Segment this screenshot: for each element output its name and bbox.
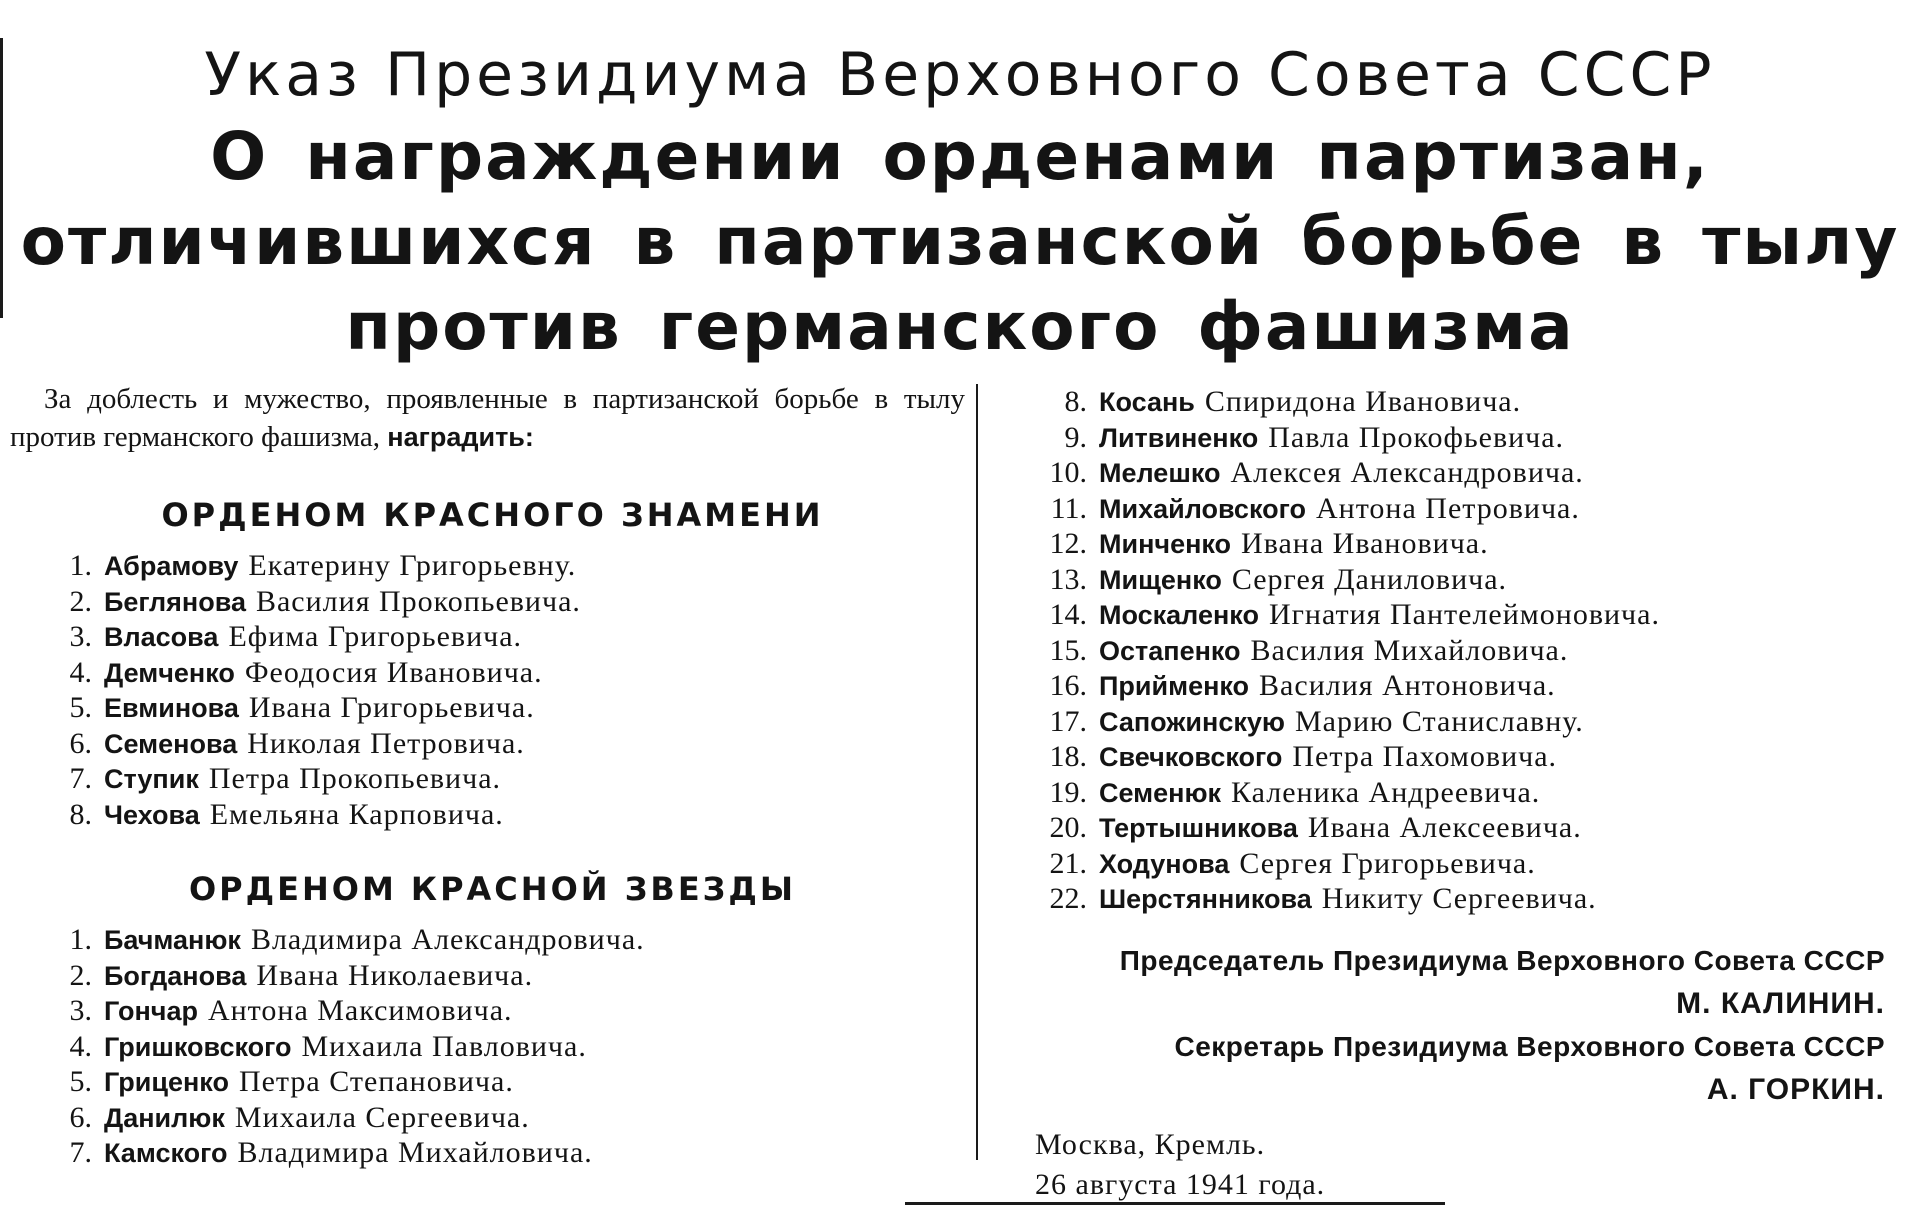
recipient-item [0,726,965,762]
recipient-item [1035,491,1885,527]
chairman-name: М. КАЛИНИН. [1676,986,1885,1020]
recipient-item [1035,881,1885,917]
recipient-number: 11. [1050,491,1087,525]
recipient-given-names: Владимира Александровича. [250,923,645,956]
recipient-item [0,655,965,691]
recipient-given-names: Никиту Сергеевича. [1321,882,1597,915]
recipient-item [0,690,965,726]
recipient-item [1035,775,1885,811]
recipient-given-names: Сергея Григорьевича. [1239,846,1536,880]
recipient-item [1035,420,1885,456]
recipient-number: 22. [1049,882,1087,915]
recipient-item [1035,739,1885,775]
intro-paragraph [0,380,965,456]
recipient-item [0,797,965,833]
recipient-given-names: Феодосия Ивановича. [244,655,543,689]
recipient-item [0,619,965,655]
recipient-surname: Остапенко [1099,635,1241,666]
recipient-item [0,958,965,994]
recipient-item [0,922,965,958]
recipient-surname: Михайловского [1099,493,1306,524]
recipient-surname: Богданова [104,960,247,991]
recipient-given-names: Николая Петровича. [247,726,525,760]
red-star-list-part-1 [0,922,965,1171]
recipient-given-names: Екатерину Григорьевну. [248,549,577,582]
recipient-surname: Власова [104,622,219,652]
recipient-given-names: Ивана Ивановича. [1241,527,1489,560]
recipient-number: 17. [1049,704,1087,738]
recipient-number: 14. [1049,598,1087,631]
recipient-number: 5. [69,691,92,724]
recipient-item [1035,526,1885,562]
recipient-given-names: Ивана Алексеевича. [1307,811,1582,844]
chairman-title: Председатель Президиума Верховного Совета СССР [1119,944,1885,976]
recipient-surname: Тертышникова [1099,813,1298,843]
recipient-number: 3. [69,994,92,1027]
recipient-item [0,1100,965,1136]
order-red-banner-heading: ОРДЕНОМ КРАСНОГО ЗНАМЕНИ [161,496,824,534]
recipient-given-names: Петра Прокопьевича. [208,762,502,795]
recipient-number: 5. [69,1065,92,1098]
recipient-given-names: Каленика Андреевича. [1231,775,1541,809]
recipient-surname: Демченко [104,657,235,688]
right-column [1035,384,1885,1205]
recipient-surname: Ходунова [1099,848,1230,879]
recipient-item [0,1029,965,1065]
recipient-surname: Москаленко [1099,600,1259,630]
recipient-surname: Минченко [1099,529,1232,559]
recipient-item [0,1135,965,1171]
recipient-given-names: Владимира Михайловича. [237,1136,593,1169]
date: 26 августа 1941 года. [1035,1167,1326,1201]
recipient-given-names: Спиридона Ивановича. [1204,385,1522,418]
recipient-item [0,1064,965,1100]
title-line-3: против германского фашизма [345,288,1575,365]
recipient-given-names: Алексея Александровича. [1230,456,1584,489]
recipient-given-names: Павла Прокофьевича. [1268,420,1565,454]
red-banner-list [0,548,965,832]
recipient-surname: Чехова [104,799,200,830]
recipient-given-names: Василия Прокопьевича. [255,584,581,618]
recipient-item [1035,384,1885,420]
recipient-given-names: Ефима Григорьевича. [228,620,523,653]
recipient-given-names: Петра Пахомовича. [1292,740,1558,773]
recipient-number: 6. [69,726,92,760]
recipient-surname: Мелешко [1099,458,1221,488]
recipient-item [1035,704,1885,740]
recipient-surname: Прийменко [1099,671,1250,701]
intro-text: За доблесть и мужество, проявленные в партизанской борьбе в тылу против германского фашизма, [10,383,965,453]
recipient-given-names: Ивана Григорьевича. [248,691,535,724]
recipient-given-names: Михаила Сергеевича. [234,1100,530,1134]
recipient-surname: Косань [1099,387,1195,417]
recipient-number: 1. [69,923,92,956]
recipient-surname: Гришковского [104,1031,292,1062]
recipient-surname: Сапожинскую [1099,706,1285,737]
order-red-star-heading: ОРДЕНОМ КРАСНОЙ ЗВЕЗДЫ [188,870,797,908]
recipient-item [1035,455,1885,491]
recipient-item [1035,668,1885,704]
recipient-number: 3. [69,620,92,653]
recipient-surname: Ступик [104,764,199,794]
recipient-given-names: Игнатия Пантелеймоновича. [1268,598,1660,631]
recipient-given-names: Василия Михайловича. [1250,633,1569,667]
recipient-number: 18. [1049,740,1087,773]
secretary-name: А. ГОРКИН. [1706,1072,1885,1106]
recipient-number: 12. [1049,527,1087,560]
recipient-number: 4. [69,655,92,689]
recipient-number: 8. [1064,385,1087,418]
recipient-item [1035,633,1885,669]
recipient-number: 1. [69,549,92,582]
recipient-surname: Бачманюк [104,925,241,955]
recipient-item [0,548,965,584]
title-line-2: отличившихся в партизанской борьбе в тылу [20,203,1900,280]
recipient-given-names: Василия Антоновича. [1259,669,1556,702]
recipient-given-names: Антона Максимовича. [207,994,513,1027]
recipient-surname: Данилюк [104,1102,225,1133]
recipient-given-names: Емельяна Карповича. [209,797,504,831]
recipient-number: 13. [1049,562,1087,596]
column-divider [976,384,978,1160]
recipient-number: 4. [69,1029,92,1063]
recipient-number: 10. [1049,456,1087,489]
red-star-list-part-2 [1035,384,1885,917]
recipient-item [0,584,965,620]
recipient-number: 15. [1049,633,1087,667]
bottom-rule [905,1202,1445,1205]
recipient-item [1035,810,1885,846]
recipient-number: 7. [69,762,92,795]
recipient-item [0,993,965,1029]
recipient-number: 7. [69,1136,92,1169]
signatures [1035,939,1885,1111]
recipient-item [1035,846,1885,882]
recipient-surname: Семенюк [1099,777,1222,808]
recipient-number: 2. [69,584,92,618]
recipient-number: 2. [69,958,92,992]
recipient-given-names: Ивана Николаевича. [256,958,534,992]
recipient-given-names: Сергея Даниловича. [1231,562,1508,596]
secretary-title: Секретарь Президиума Верховного Совета СССР [1174,1030,1885,1062]
title-line-1: О награждении орденами партизан, [210,118,1710,195]
left-column [0,380,965,1171]
recipient-surname: Беглянова [104,586,246,617]
recipient-given-names: Михаила Павловича. [301,1029,587,1063]
recipient-number: 21. [1049,846,1087,880]
recipient-surname: Мищенко [1099,564,1222,595]
place-date [1035,1125,1885,1205]
recipient-surname: Шерстянникова [1099,884,1312,914]
decree-heading: Указ Президиума Верховного Совета СССР [204,40,1716,110]
recipient-number: 9. [1064,420,1087,454]
recipient-number: 8. [69,797,92,831]
recipient-surname: Литвиненко [1099,422,1259,453]
recipient-number: 6. [69,1100,92,1134]
recipient-number: 19. [1049,775,1087,809]
recipient-given-names: Петра Степановича. [238,1065,514,1098]
recipient-given-names: Марию Станиславну. [1294,704,1584,738]
recipient-item [0,761,965,797]
place: Москва, Кремль. [1035,1127,1266,1161]
recipient-surname: Евминова [104,693,239,723]
recipient-number: 16. [1049,669,1087,702]
recipient-surname: Абрамову [104,551,239,581]
intro-action: наградить: [387,422,534,452]
recipient-given-names: Антона Петровича. [1315,491,1580,525]
recipient-surname: Гончар [104,996,198,1026]
recipient-surname: Гриценко [104,1067,229,1097]
recipient-number: 20. [1049,811,1087,844]
recipient-item [1035,597,1885,633]
recipient-surname: Семенова [104,728,238,759]
recipient-surname: Камского [104,1138,228,1168]
recipient-item [1035,562,1885,598]
recipient-surname: Свечковского [1099,742,1283,772]
